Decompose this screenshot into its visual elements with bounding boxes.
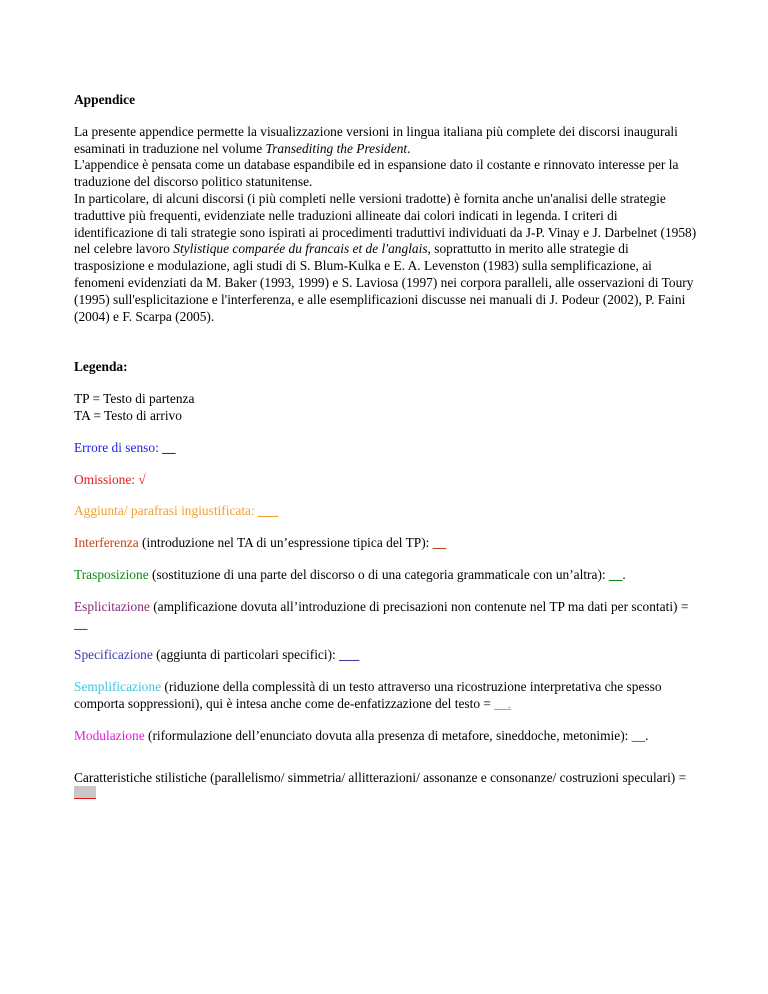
legend-title: Legenda: (74, 359, 128, 375)
intro-paragraph-3 (74, 191, 700, 325)
intro-paragraph-2: L'appendice è pensata come un database espandibile ed in espansione dato il costante e rinnovato interesse per la traduzione del discorso politico statunitense. (74, 157, 679, 190)
modulazione-desc: (riformulazione dell’enunciato dovuta alla presenza di metafore, sineddoche, metonimie): (144, 727, 632, 743)
period: . (645, 727, 649, 743)
errore-label: Errore di senso (74, 439, 156, 455)
modulazione-label: Modulazione (74, 727, 145, 743)
legend-stilistiche (74, 770, 700, 804)
aggiunta-label: Aggiunta/ parafrasi ingiustificata (74, 503, 251, 519)
period: . (622, 566, 626, 582)
book-title: Transediting the President (265, 140, 408, 156)
legend-errore (74, 440, 700, 457)
interferenza-desc: (introduzione nel TA di un’espressione tipica del TP): (138, 535, 433, 551)
intro-text: La presente appendice permette la visualizzazione versioni in lingua italiana più complete dei discorsi inaugurali esaminati in traduzione nel volume (74, 123, 678, 156)
legend-ta: TA = Testo di arrivo (74, 407, 182, 423)
cited-work-title: Stylistique comparée du francais et de l'anglais (173, 241, 428, 257)
interferenza-label: Interferenza (74, 535, 139, 551)
legend-tp-ta (74, 391, 700, 425)
omissione-label: Omissione (74, 471, 132, 487)
legend-aggiunta (74, 503, 700, 520)
semplificazione-desc: (riduzione della complessità di un testo attraverso una ricostruzione interpretativa che spesso comporta soppressioni), qui è intesa anche come de-enfatizzazione del testo = (74, 679, 662, 711)
esplicitazione-label: Esplicitazione (74, 598, 150, 614)
separator: : (251, 503, 259, 519)
esplicitazione-mark: __ (74, 615, 88, 631)
intro-text: . (407, 140, 411, 156)
trasposizione-mark: __ (608, 566, 623, 582)
legend-trasposizione (74, 567, 700, 584)
interferenza-mark: __ (432, 535, 447, 551)
document-page (74, 92, 700, 818)
check-root-icon: √ (138, 471, 146, 487)
grey-highlight-swatch (74, 786, 96, 799)
trasposizione-desc: (sostituzione di una parte del discorso o di una categoria grammaticale con un’altra): (148, 566, 609, 582)
legend-esplicitazione (74, 599, 700, 633)
legend-interferenza (74, 535, 700, 552)
intro-text: In particolare, di alcuni discorsi (i più completi nelle versioni tradotte) è fornita anche un'analisi delle strategie traduttive più frequenti, evidenziate nelle traduzioni allineate dai colori indicati in legenda. I criteri di identificazione di tali strategie sono ispirati ai procedimenti traduttivi individuati da J-P. Vinay e J. Darbelnet (1958) nel celebre lavoro (74, 190, 697, 257)
legend-specificazione (74, 647, 700, 664)
esplicitazione-desc: (amplificazione dovuta all’introduzione di precisazioni non contenute nel TP ma dati per scontati) = (149, 598, 689, 614)
separator: : (131, 471, 139, 487)
semplificazione-label: Semplificazione (74, 679, 162, 695)
legend-semplificazione (74, 679, 700, 713)
intro-paragraph-1 (74, 124, 700, 158)
legend-omissione (74, 472, 700, 489)
page-title: Appendice (74, 92, 136, 107)
specificazione-label: Specificazione (74, 647, 153, 663)
stilistiche-desc: Caratteristiche stilistiche (parallelismo/ simmetria/ allitterazioni/ assonanze e consonanze/ costruzioni speculari) = (74, 769, 687, 785)
intro-text: , soprattutto in merito alle strategie di trasposizione e modulazione, agli studi di S. Blum-Kulka e E. A. Levenston (1983) sulla semplificazione, ai fenomeni evidenziati da M. Baker (1993, 1999) e S. Laviosa (1997) nei corpora paralleli, alle osservazioni di Toury (1995) sull'esplicitazione e l'interferenza, e alle esemplificazioni discusse nei manuali di J. Podeur (2002), P. Faini (2004) e F. Scarpa (2005). (74, 241, 694, 324)
semplificazione-mark: __. (494, 695, 512, 711)
modulazione-mark: __ (631, 727, 646, 743)
legend-tp: TP = Testo di partenza (74, 391, 195, 407)
separator: : (155, 439, 163, 455)
aggiunta-mark: ___ (258, 503, 279, 519)
trasposizione-label: Trasposizione (74, 566, 149, 582)
errore-mark: __ (162, 439, 176, 455)
specificazione-desc: (aggiunta di particolari specifici): (152, 647, 340, 663)
legend-modulazione (74, 728, 700, 745)
specificazione-mark: ___ (339, 647, 360, 663)
